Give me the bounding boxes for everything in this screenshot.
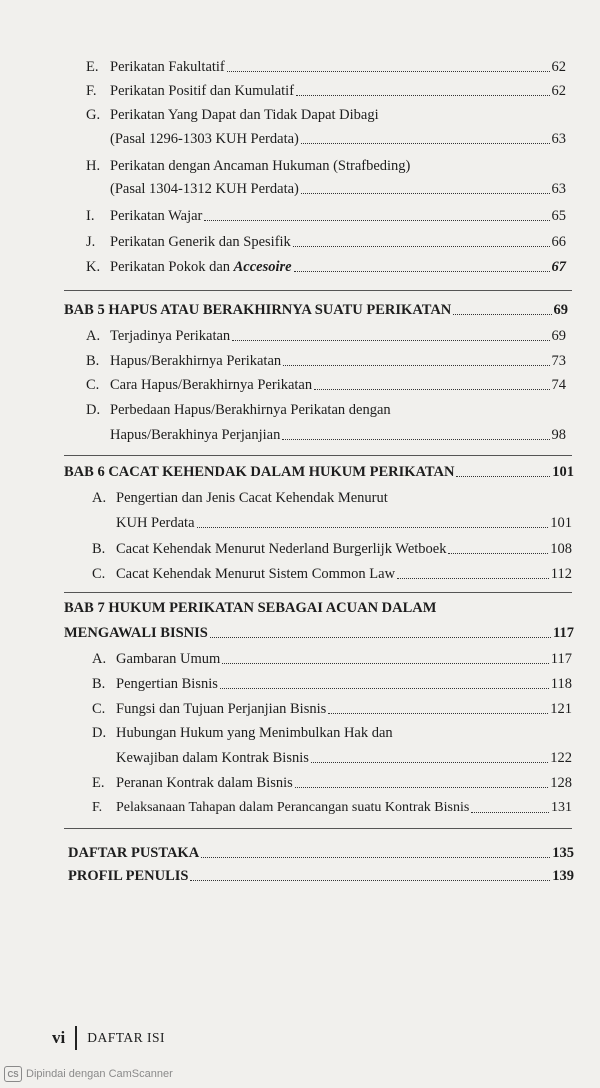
toc-entry-g	[86, 106, 566, 124]
entry-letter: D.	[86, 402, 101, 418]
toc-entry-bab6-b	[92, 540, 572, 558]
entry-text: Cacat Kehendak Menurut Sistem Common Law	[116, 566, 396, 582]
entry-page: 117	[550, 651, 572, 667]
section-divider	[64, 592, 572, 593]
toc-entry-f	[86, 82, 566, 100]
section-divider	[64, 455, 572, 456]
toc-entry-bab7-c	[92, 700, 572, 718]
entry-letter: B.	[86, 353, 100, 369]
toc-entry-j	[86, 233, 566, 251]
toc-entry-bab5-c	[86, 376, 566, 394]
chapter-title: BAB 6 CACAT KEHENDAK DALAM HUKUM PERIKATAN	[64, 464, 455, 480]
toc-entry-h	[86, 157, 566, 175]
entry-text	[110, 258, 292, 276]
running-title: DAFTAR ISI	[87, 1030, 166, 1045]
entry-text: Fungsi dan Tujuan Perjanjian Bisnis	[116, 701, 327, 717]
toc-entry-bab5-b	[86, 352, 566, 370]
entry-text: Peranan Kontrak dalam Bisnis	[116, 775, 293, 791]
entry-text: Perikatan Fakultatif	[110, 59, 225, 75]
backmatter-title: PROFIL PENULIS	[68, 868, 189, 884]
dot-leader	[296, 95, 549, 96]
dot-leader	[471, 812, 549, 813]
entry-letter: H.	[86, 158, 101, 174]
toc-entry-h-cont	[86, 180, 566, 198]
entry-text-emphasis: Accesoire	[233, 259, 292, 275]
dot-leader	[210, 637, 551, 638]
toc-entry-bab5-a	[86, 327, 566, 345]
entry-text: Perikatan Wajar	[110, 208, 203, 224]
entry-letter: A.	[92, 490, 107, 506]
toc-entry-bab6-c	[92, 565, 572, 583]
chapter-title-cont: MENGAWALI BISNIS	[64, 625, 208, 641]
entry-text: Perbedaan Hapus/Berakhirnya Perikatan dengan	[110, 402, 391, 418]
dot-leader	[456, 476, 550, 477]
entry-letter: K.	[86, 259, 101, 275]
entry-text-cont: Hapus/Berakhinya Perjanjian	[110, 427, 281, 443]
entry-text: Perikatan dengan Ancaman Hukuman (Strafbeding)	[110, 158, 411, 174]
entry-text: Pengertian Bisnis	[116, 676, 218, 692]
entry-letter: B.	[92, 676, 106, 692]
entry-page: 63	[551, 181, 566, 197]
entry-text: Perikatan Generik dan Spesifik	[110, 234, 291, 250]
toc-entry-g-cont	[86, 130, 566, 148]
chapter-heading-bab6	[64, 463, 574, 481]
toc-daftar-pustaka	[68, 844, 574, 862]
entry-page: 118	[550, 676, 572, 692]
dot-leader	[453, 314, 551, 315]
toc-entry-bab7-d-cont	[92, 749, 572, 767]
toc-entry-bab6-a	[92, 489, 572, 507]
dot-leader	[190, 880, 550, 881]
entry-text-cont: (Pasal 1296-1303 KUH Perdata)	[110, 131, 299, 147]
entry-letter: C.	[92, 566, 106, 582]
entry-letter: G.	[86, 107, 101, 123]
entry-text: Cacat Kehendak Menurut Nederland Burgerlijk Wetboek	[116, 541, 447, 557]
toc-entry-bab5-d-cont	[86, 426, 566, 444]
entry-text-plain: Perikatan Pokok dan	[110, 259, 234, 275]
entry-page: 66	[551, 234, 566, 250]
dot-leader	[283, 365, 549, 366]
dot-leader	[282, 439, 549, 440]
chapter-page: 101	[552, 464, 574, 480]
chapter-page: 69	[553, 302, 568, 318]
entry-page: 63	[551, 131, 566, 147]
entry-letter: D.	[92, 725, 107, 741]
entry-page: 74	[551, 377, 566, 393]
toc-entry-bab6-a-cont	[92, 514, 572, 532]
backmatter-title: DAFTAR PUSTAKA	[68, 845, 200, 861]
entry-letter: F.	[92, 800, 103, 815]
entry-page: 121	[550, 701, 572, 717]
page-number: vi	[52, 1028, 66, 1047]
entry-text: Cara Hapus/Berakhirnya Perikatan	[110, 377, 313, 393]
backmatter-page: 139	[552, 868, 574, 884]
dot-leader	[204, 220, 549, 221]
entry-page: 98	[551, 427, 566, 443]
dot-leader	[328, 713, 548, 714]
entry-text: Terjadinya Perikatan	[110, 328, 231, 344]
page-footer	[52, 1026, 165, 1050]
dot-leader	[220, 688, 549, 689]
entry-page: 122	[550, 750, 572, 766]
entry-page: 101	[550, 515, 572, 531]
entry-text: Perikatan Positif dan Kumulatif	[110, 83, 295, 99]
entry-text-cont: KUH Perdata	[116, 515, 195, 531]
entry-page: 108	[550, 541, 572, 557]
chapter-title: BAB 5 HAPUS ATAU BERAKHIRNYA SUATU PERIKATAN	[64, 302, 452, 318]
entry-letter: C.	[92, 701, 106, 717]
toc-entry-i	[86, 207, 566, 225]
watermark-text: Dipindai dengan CamScanner	[26, 1068, 173, 1080]
toc-entry-bab7-b	[92, 675, 572, 693]
toc-entry-bab5-d	[86, 401, 566, 419]
toc-entry-bab7-d	[92, 724, 572, 742]
toc-entry-bab7-f	[92, 799, 572, 817]
entry-text: Hapus/Berakhirnya Perikatan	[110, 353, 282, 369]
entry-letter: J.	[86, 234, 96, 250]
entry-text: Pengertian dan Jenis Cacat Kehendak Menurut	[116, 490, 388, 506]
dot-leader	[314, 389, 549, 390]
dot-leader	[301, 143, 550, 144]
entry-page: 62	[551, 83, 566, 99]
toc-entry-bab7-e	[92, 774, 572, 792]
chapter-heading-bab7-line2	[64, 624, 574, 642]
entry-letter: I.	[86, 208, 95, 224]
entry-page: 69	[551, 328, 566, 344]
chapter-page: 117	[553, 625, 574, 641]
dot-leader	[197, 527, 549, 528]
toc-entry-e	[86, 58, 566, 76]
entry-letter: A.	[92, 651, 107, 667]
entry-letter: A.	[86, 328, 101, 344]
entry-page: 128	[550, 775, 572, 791]
entry-page: 67	[551, 259, 566, 275]
dot-leader	[448, 553, 548, 554]
entry-text-cont: Kewajiban dalam Kontrak Bisnis	[116, 750, 309, 766]
entry-text: Perikatan Yang Dapat dan Tidak Dapat Dibagi	[110, 107, 379, 123]
dot-leader	[294, 271, 550, 272]
entry-letter: E.	[86, 59, 99, 75]
scanner-watermark	[4, 1066, 173, 1082]
toc-entry-bab7-a	[92, 650, 572, 668]
entry-text-cont: (Pasal 1304-1312 KUH Perdata)	[110, 181, 299, 197]
camscanner-logo-icon: CS	[4, 1066, 22, 1082]
entry-letter: E.	[92, 775, 105, 791]
chapter-title: BAB 7 HUKUM PERIKATAN SEBAGAI ACUAN DALAM	[64, 600, 437, 616]
dot-leader	[222, 663, 548, 664]
entry-letter: B.	[92, 541, 106, 557]
entry-page: 62	[551, 59, 566, 75]
entry-text: Gambaran Umum	[116, 651, 221, 667]
section-divider	[64, 290, 572, 291]
entry-page: 65	[551, 208, 566, 224]
dot-leader	[397, 578, 549, 579]
entry-text: Hubungan Hukum yang Menimbulkan Hak dan	[116, 725, 393, 741]
dot-leader	[232, 340, 549, 341]
dot-leader	[311, 762, 548, 763]
chapter-heading-bab5	[64, 301, 568, 319]
entry-letter: C.	[86, 377, 100, 393]
entry-page: 112	[550, 566, 572, 582]
section-divider	[64, 828, 572, 829]
dot-leader	[295, 787, 548, 788]
entry-page: 73	[551, 353, 566, 369]
backmatter-page: 135	[552, 845, 574, 861]
entry-page: 131	[551, 800, 572, 815]
dot-leader	[301, 193, 550, 194]
toc-entry-k	[86, 258, 566, 276]
entry-text: Pelaksanaan Tahapan dalam Perancangan suatu Kontrak Bisnis	[116, 800, 470, 815]
entry-letter: F.	[86, 83, 97, 99]
toc-profil-penulis	[68, 867, 574, 885]
dot-leader	[227, 71, 550, 72]
footer-divider	[75, 1026, 77, 1050]
dot-leader	[293, 246, 550, 247]
dot-leader	[201, 857, 550, 858]
chapter-heading-bab7-line1	[64, 599, 574, 617]
